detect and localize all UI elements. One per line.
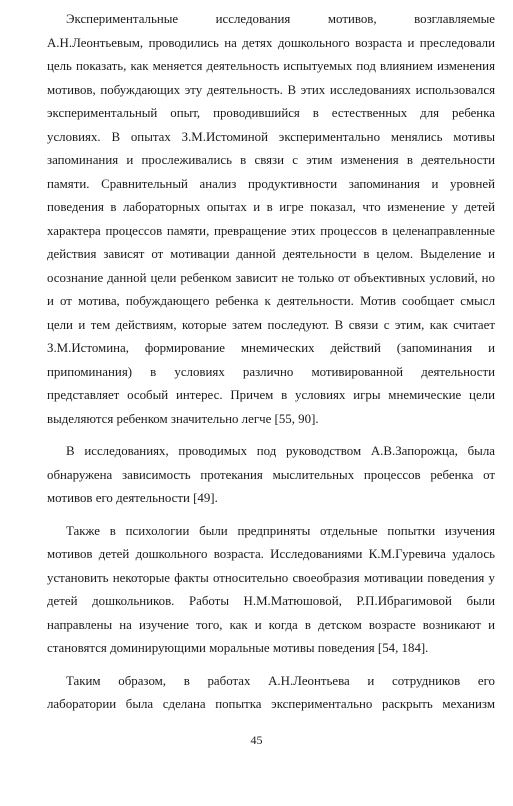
paragraph-conclusion [47,670,495,717]
text-line: цели и тем действиям, которые затем последуют. В связи с этим, как считает [47,317,495,332]
text-line: характера процессов памяти, превращение этих процессов в целенаправленные [47,223,495,238]
text-line: припоминания) в условиях различно мотивированной деятельности [47,364,495,379]
text-line: и от мотива, побуждающего ребенка к деятельности. Мотив сообщает смысл [47,294,495,308]
text-line: экспериментальный опыт, проводившийся в естественных для ребенка [47,106,495,120]
text-line: действия зависят от мотивации данной деятельности в целом. Выделение и [47,247,495,261]
paragraph-zaporozhets-studies [47,440,495,511]
text-line: осознание данной цели ребенком зависит не только от объективных условий, но [47,270,495,285]
text-line: мотивов, побуждающих эту деятельность. В этих исследованиях использовался [47,82,495,97]
text-line: В исследованиях, проводимых под руководством А.В.Запорожца, была [66,444,495,458]
text-line: А.Н.Леонтьевым, проводились на детях дошкольного возраста и преследовали [47,35,495,50]
text-line: З.М.Истомина, формирование мнемических действий (запоминания и [47,341,495,355]
text-line: обнаружена зависимость протекания мыслительных процессов ребенка от [47,467,495,482]
paragraph-preschool-motives [47,520,495,661]
text-line: направлены на изучение того, как и когда в детском возрасте возникают и [47,617,495,632]
text-line: поведения в лабораторных опытах и в игре показал, что изменение у детей [47,200,495,214]
text-line: условиях. В опытах З.М.Истоминой экспериментально менялись мотивы [47,129,495,144]
text-line: выделяются ребенком значительно легче [55, 90]. [47,411,319,426]
text-line: детей дошкольников. Работы Н.М.Матюшовой, Р.П.Ибрагимовой были [47,594,495,608]
text-line: представляет особый интерес. Причем в условиях игры мнемические цели [47,388,495,402]
text-line: лаборатории была сделана попытка экспериментально раскрыть механизм [47,697,495,711]
page-number: 45 [250,733,263,747]
text-line: Также в психологии были предприняты отдельные попытки изучения [66,523,495,538]
text-line: запоминания и прослеживались в связи с этим изменения в деятельности [47,153,495,167]
text-line: Экспериментальные исследования мотивов, возглавляемые [66,12,495,26]
text-line: Таким образом, в работах А.Н.Леонтьева и сотрудников его [66,673,495,688]
text-line: мотивов его деятельности [49]. [47,491,218,505]
text-line: установить некоторые факты относительно своеобразия мотивации поведения у [47,570,495,585]
body-text [47,8,495,717]
paragraph-leontiev-studies [47,8,495,431]
text-line: памяти. Сравнительный анализ продуктивности запоминания и уровней [47,176,495,191]
text-line: цель показать, как меняется деятельность испытуемых под влиянием изменения [47,59,495,73]
text-line: мотивов детей дошкольного возраста. Исследованиями К.М.Гуревича удалось [47,547,495,561]
text-line: становятся доминирующими моральные мотивы поведения [54, 184]. [47,641,429,655]
